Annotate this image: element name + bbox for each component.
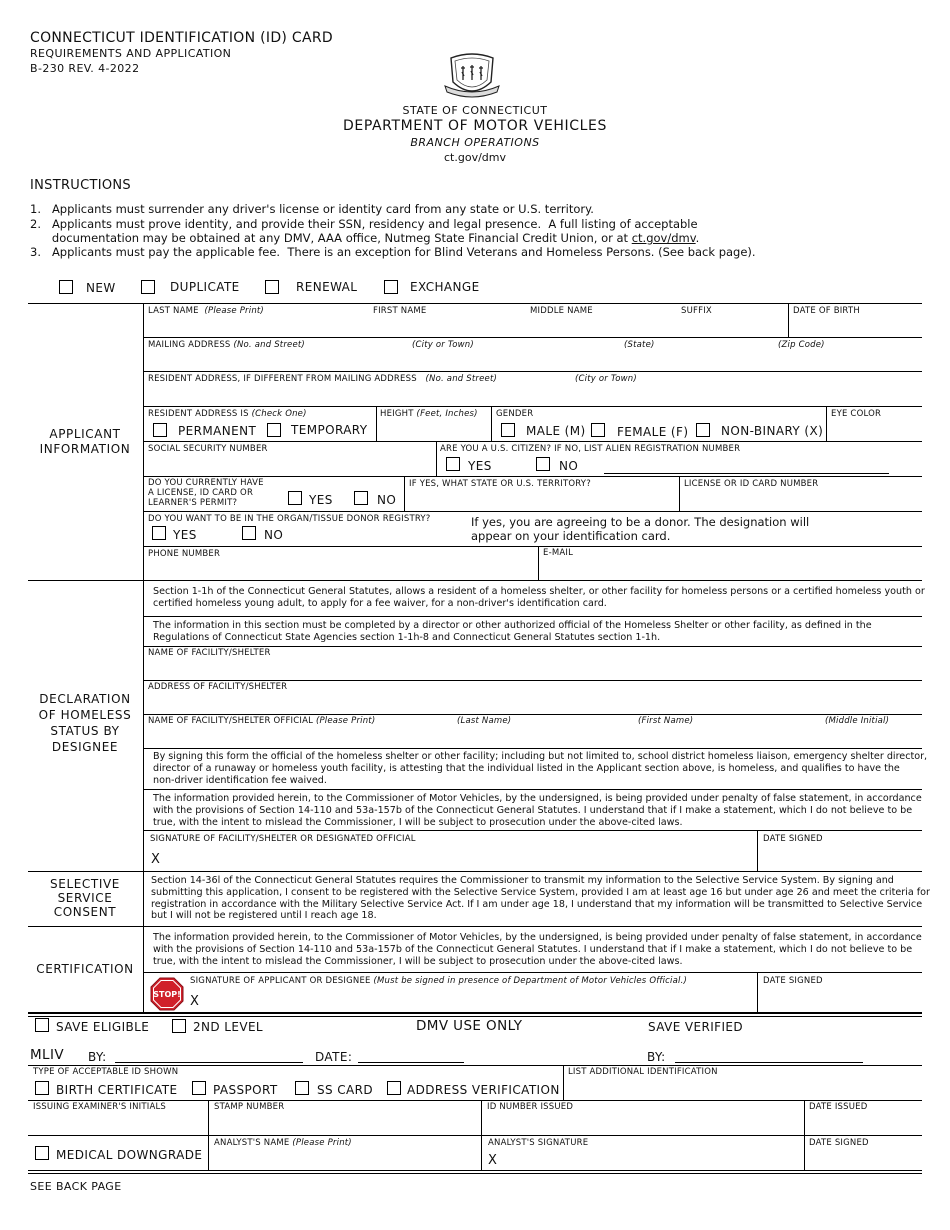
certification-paragraph: The information provided herein, to the Commissioner of Motor Vehicles, by the undersigned, is being provided under penalty of false statement, in accordance with the provisions of Section 14-110 and 53a-157b of the Connecticut General Statutes. I understand that if I make a statement, which I do not believe to be true, with the intent to mislead the Commissioner, I will be subject to prosecution under the above-cited laws.	[153, 932, 922, 967]
applicant-signature-x: X	[190, 994, 200, 1009]
official-name-label: NAME OF FACILITY/SHELTER OFFICIAL (Please Print)	[148, 716, 376, 726]
examiner-initials-field[interactable]	[30, 1114, 206, 1134]
license-number-label: LICENSE OR ID CARD NUMBER	[684, 479, 819, 489]
renewal-label: RENEWAL	[296, 280, 358, 294]
organ-no-checkbox[interactable]	[242, 526, 256, 540]
form-number: B-230 REV. 4-2022	[30, 62, 140, 75]
organ-yes-label: YES	[173, 528, 197, 542]
id-number-issued-field[interactable]	[484, 1114, 802, 1134]
passport-label: PASSPORT	[213, 1083, 278, 1097]
resident-address-label: RESIDENT ADDRESS, IF DIFFERENT FROM MAILING ADDRESS (No. and Street)	[148, 374, 498, 384]
height-field[interactable]	[378, 421, 488, 439]
middle-name-label: MIDDLE NAME	[530, 306, 593, 316]
instruction-1: 1. Applicants must surrender any driver's license or identity card from any state or U.S. territory.	[30, 202, 594, 216]
mliv-by-label: BY:	[88, 1050, 107, 1064]
instruction-2b-end: .	[695, 231, 700, 245]
homeless-paragraph-2: The information in this section must be completed by a director or other authorized official of the Homeless Shelter or other facility, as defined in the Regulations of Connecticut State Agencies section 1-1h-8 and Connecticut General Statutes section 1-1h.	[153, 620, 872, 643]
citizen-yes-label: YES	[468, 459, 492, 473]
id-number-issued-label: ID NUMBER ISSUED	[487, 1102, 574, 1112]
applicant-label-2: INFORMATION	[39, 442, 131, 456]
mailing-state-label: (State)	[624, 340, 655, 350]
mailing-address-label: MAILING ADDRESS (No. and Street)	[148, 340, 305, 350]
applicant-date-signed-field[interactable]	[760, 988, 920, 1010]
email-label: E-MAIL	[543, 548, 574, 558]
female-label: FEMALE (F)	[617, 425, 689, 439]
homeless-section-label: DECLARATION OF HOMELESS STATUS BY DESIGNEE	[38, 692, 132, 754]
mliv-date-label: DATE:	[315, 1050, 353, 1064]
save-eligible-label: SAVE ELIGIBLE	[56, 1020, 150, 1034]
resident-city-label: (City or Town)	[575, 374, 637, 384]
mailing-zip-label: (Zip Code)	[778, 340, 825, 350]
official-middle-initial-label: (Middle Initial)	[825, 716, 890, 726]
applicant-signature-label: SIGNATURE OF APPLICANT OR DESIGNEE (Must be signed in presence of Department of Motor Vehicles Official.)	[190, 976, 687, 986]
mliv-date-line[interactable]	[358, 1062, 464, 1063]
ssn-label: SOCIAL SECURITY NUMBER	[148, 444, 268, 454]
stamp-number-label: STAMP NUMBER	[214, 1102, 285, 1112]
instruction-2a: 2. Applicants must prove identity, and provide their SSN, residency and legal presence. A full listing of acceptable	[30, 217, 698, 231]
analyst-name-label: ANALYST'S NAME (Please Print)	[214, 1138, 352, 1148]
applicant-signature-field[interactable]	[204, 988, 754, 1010]
phone-field[interactable]	[145, 561, 535, 579]
first-name-label: FIRST NAME	[373, 306, 427, 316]
facility-signature-x: X	[151, 852, 161, 867]
address-verification-label: ADDRESS VERIFICATION	[407, 1083, 560, 1097]
mailing-address-field[interactable]	[145, 352, 920, 370]
nonbinary-checkbox[interactable]	[696, 423, 710, 437]
eye-color-field[interactable]	[828, 421, 920, 439]
ss-card-checkbox[interactable]	[295, 1081, 309, 1095]
alien-registration-line[interactable]	[604, 473, 889, 474]
instruction-3: 3. Applicants must pay the applicable fee. There is an exception for Blind Veterans and Homeless Persons. (See back page).	[30, 245, 756, 259]
applicant-label-1: APPLICANT	[49, 427, 121, 441]
license-yes-label: YES	[309, 493, 333, 507]
height-label: HEIGHT (Feet, Inches)	[380, 409, 478, 419]
second-level-label: 2ND LEVEL	[193, 1020, 264, 1034]
female-checkbox[interactable]	[591, 423, 605, 437]
license-question-label: DO YOU CURRENTLY HAVE A LICENSE, ID CARD OR LEARNER'S PERMIT?	[148, 478, 264, 508]
additional-id-field[interactable]	[566, 1079, 920, 1099]
new-checkbox[interactable]	[59, 280, 73, 294]
medical-downgrade-checkbox[interactable]	[35, 1146, 49, 1160]
donor-note: If yes, you are agreeing to be a donor. The designation will appear on your identification card.	[471, 515, 810, 543]
see-back-page: SEE BACK PAGE	[30, 1180, 122, 1193]
homeless-paragraph-4: The information provided herein, to the Commissioner of Motor Vehicles, by the undersigned, is being provided under penalty of false statement, in accordance with the provisions of Section 14-110 and 53a-157b of the Connecticut General Statutes. I understand that if I make a statement, which I do not believe to be true, with the intent to mislead the Commissioner, I will be subject to prosecution under the above-cited laws.	[153, 793, 922, 828]
gender-label: GENDER	[496, 409, 534, 419]
analyst-date-signed-label: DATE SIGNED	[809, 1138, 869, 1148]
form-title: CONNECTICUT IDENTIFICATION (ID) CARD	[30, 30, 333, 46]
permanent-checkbox[interactable]	[153, 423, 167, 437]
state-seal-icon	[441, 52, 503, 98]
renewal-checkbox[interactable]	[265, 280, 279, 294]
facility-name-field[interactable]	[145, 660, 920, 679]
homeless-paragraph-3: By signing this form the official of the homeless shelter or other facility; including but not limited to, school district homeless liaison, emergency shelter director, director of a runaway or homeless youth facility, is attesting that the individual listed in the Applicant section above, is homeless, and qualifies to have the non-driver identification fee waived.	[153, 751, 928, 786]
name-field[interactable]	[145, 318, 785, 336]
state-name: STATE OF CONNECTICUT	[402, 104, 548, 117]
instructions-heading: INSTRUCTIONS	[30, 178, 131, 193]
official-first-name-label: (First Name)	[638, 716, 694, 726]
applicant-date-signed-label: DATE SIGNED	[763, 976, 823, 986]
homeless-paragraph-1: Section 1-1h of the Connecticut General Statutes, allows a resident of a homeless shelter, or other facility for homeless persons or a certified homeless youth or certified homeless young adult, to apply for a fee waiver, for a non-driver's identification card.	[153, 586, 925, 609]
second-level-checkbox[interactable]	[172, 1019, 186, 1033]
state-territory-field[interactable]	[406, 491, 676, 509]
exchange-checkbox[interactable]	[384, 280, 398, 294]
form-subtitle: REQUIREMENTS AND APPLICATION	[30, 47, 232, 60]
facility-address-label: ADDRESS OF FACILITY/SHELTER	[148, 682, 288, 692]
instruction-2b	[30, 231, 699, 245]
passport-checkbox[interactable]	[192, 1081, 206, 1095]
eye-color-label: EYE COLOR	[831, 409, 882, 419]
examiner-initials-label: ISSUING EXAMINER'S INITIALS	[33, 1102, 167, 1112]
mailing-city-label: (City or Town)	[412, 340, 474, 350]
division-name: BRANCH OPERATIONS	[410, 136, 540, 149]
stop-sign-text: STOP!	[153, 990, 181, 999]
mliv-label: MLIV	[30, 1047, 64, 1063]
suffix-label: SUFFIX	[681, 306, 712, 316]
exchange-label: EXCHANGE	[410, 280, 480, 294]
license-yes-checkbox[interactable]	[288, 491, 302, 505]
citizen-yes-checkbox[interactable]	[446, 457, 460, 471]
analyst-signature-field[interactable]	[502, 1150, 802, 1169]
selective-paragraph: Section 14-36l of the Connecticut General Statutes requires the Commissioner to transmit my information to the Selective Service System. By signing and submitting this application, I consent to be registered with the Selective Service System, provided I am at least age 16 but under age 26 and meet the criteria for registration in accordance with the Military Selective Service Act. If I am under age 18, I understand that my information will be transmitted to Selective Service but I will not be registered until I reach age 18.	[151, 875, 930, 922]
dob-field[interactable]	[790, 318, 920, 336]
facility-address-field[interactable]	[145, 694, 920, 713]
email-field[interactable]	[540, 561, 920, 579]
additional-id-label: LIST ADDITIONAL IDENTIFICATION	[568, 1067, 718, 1077]
save-verified-label: SAVE VERIFIED	[648, 1020, 744, 1034]
save-verified-by-line[interactable]	[675, 1062, 863, 1063]
facility-signature-label: SIGNATURE OF FACILITY/SHELTER OR DESIGNATED OFFICIAL	[150, 834, 416, 844]
analyst-signature-label: ANALYST'S SIGNATURE	[488, 1138, 589, 1148]
temporary-label: TEMPORARY	[291, 423, 368, 437]
date-issued-label: DATE ISSUED	[809, 1102, 868, 1112]
ssn-field[interactable]	[145, 456, 433, 474]
facility-date-signed-field[interactable]	[760, 846, 920, 868]
facility-date-signed-label: DATE SIGNED	[763, 834, 823, 844]
dmv-use-only-title: DMV USE ONLY	[416, 1018, 523, 1034]
dmv-link[interactable]: ct.gov/dmv	[631, 231, 696, 245]
certification-section-label: CERTIFICATION	[36, 962, 134, 976]
birth-certificate-checkbox[interactable]	[35, 1081, 49, 1095]
organ-no-label: NO	[264, 528, 284, 542]
duplicate-label: DUPLICATE	[170, 280, 240, 294]
resident-is-label: RESIDENT ADDRESS IS (Check One)	[148, 409, 307, 419]
applicant-section-label	[30, 427, 140, 457]
organ-donor-question: DO YOU WANT TO BE IN THE ORGAN/TISSUE DONOR REGISTRY?	[148, 514, 431, 524]
stop-sign-icon	[150, 977, 184, 1011]
phone-label: PHONE NUMBER	[148, 549, 221, 559]
citizen-no-label: NO	[559, 459, 579, 473]
id-type-label: TYPE OF ACCEPTABLE ID SHOWN	[33, 1067, 179, 1077]
male-checkbox[interactable]	[501, 423, 515, 437]
license-no-label: NO	[377, 493, 397, 507]
mliv-by-line[interactable]	[115, 1062, 303, 1063]
citizen-no-checkbox[interactable]	[536, 457, 550, 471]
permanent-label: PERMANENT	[178, 424, 257, 438]
temporary-checkbox[interactable]	[267, 423, 281, 437]
analyst-signature-x: X	[488, 1153, 498, 1168]
save-verified-by-label: BY:	[647, 1050, 666, 1064]
dob-label: DATE OF BIRTH	[793, 306, 860, 316]
resident-address-field[interactable]	[145, 386, 920, 405]
state-territory-label: IF YES, WHAT STATE OR U.S. TERRITORY?	[409, 479, 591, 489]
facility-name-label: NAME OF FACILITY/SHELTER	[148, 648, 271, 658]
ss-card-label: SS CARD	[317, 1083, 374, 1097]
date-issued-field[interactable]	[806, 1114, 920, 1134]
duplicate-checkbox[interactable]	[141, 280, 155, 294]
facility-signature-field[interactable]	[165, 846, 753, 868]
stamp-number-field[interactable]	[211, 1114, 479, 1134]
nonbinary-label: NON-BINARY (X)	[721, 424, 824, 438]
department-name: DEPARTMENT OF MOTOR VEHICLES	[343, 118, 607, 134]
birth-certificate-label: BIRTH CERTIFICATE	[56, 1083, 178, 1097]
organ-yes-checkbox[interactable]	[152, 526, 166, 540]
instruction-2b-text: documentation may be obtained at any DMV, AAA office, Nutmeg State Financial Credit Union, or at	[30, 231, 632, 245]
website: ct.gov/dmv	[444, 151, 506, 164]
male-label: MALE (M)	[526, 424, 586, 438]
official-last-name-label: (Last Name)	[457, 716, 512, 726]
new-label: NEW	[86, 281, 116, 295]
official-name-field[interactable]	[145, 728, 920, 747]
analyst-date-signed-field[interactable]	[806, 1150, 920, 1169]
save-eligible-checkbox[interactable]	[35, 1018, 49, 1032]
address-verification-checkbox[interactable]	[387, 1081, 401, 1095]
analyst-name-field[interactable]	[211, 1150, 479, 1169]
last-name-label: LAST NAME (Please Print)	[148, 306, 264, 316]
medical-downgrade-label: MEDICAL DOWNGRADE	[56, 1148, 203, 1162]
selective-section-label: SELECTIVE SERVICE CONSENT	[50, 877, 120, 919]
license-number-field[interactable]	[681, 491, 920, 509]
citizen-question-label: ARE YOU A U.S. CITIZEN? IF NO, LIST ALIEN REGISTRATION NUMBER	[440, 444, 741, 454]
license-no-checkbox[interactable]	[354, 491, 368, 505]
